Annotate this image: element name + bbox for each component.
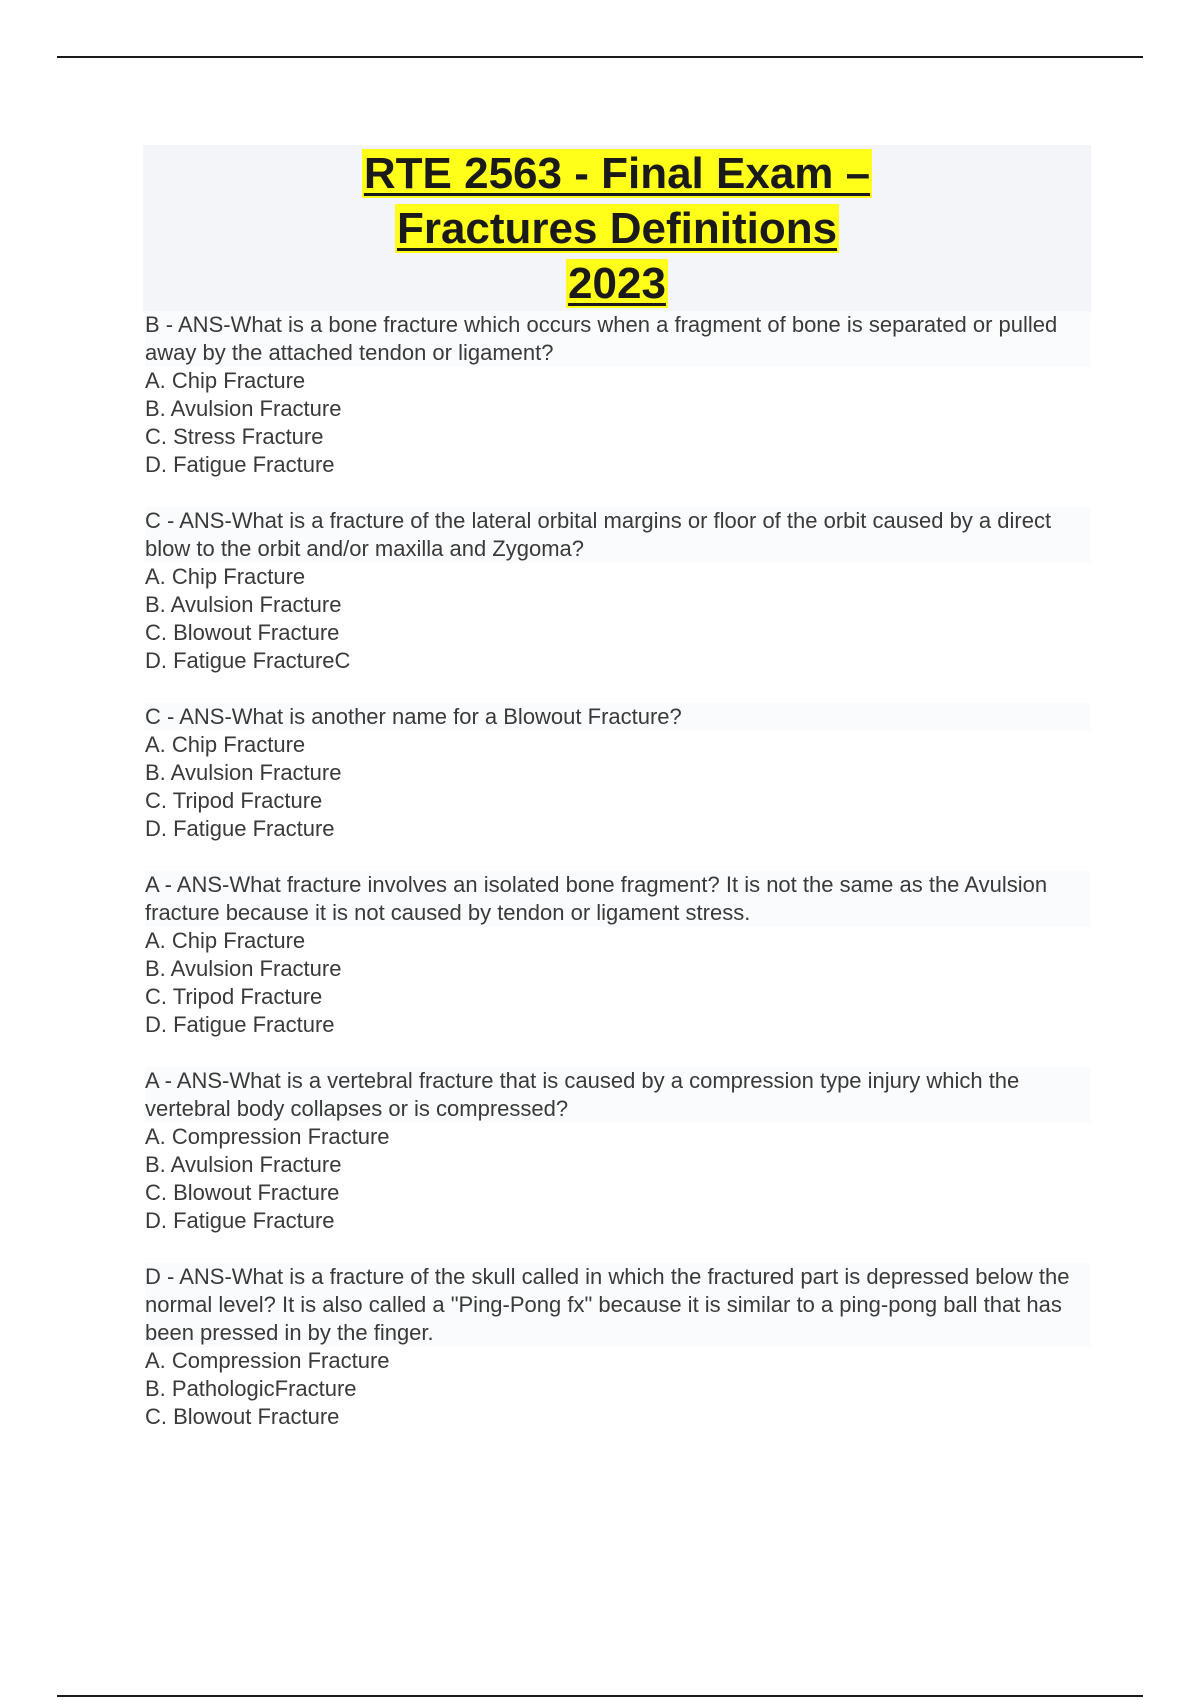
answer-option: B. Avulsion Fracture <box>145 760 342 785</box>
answer-option: C. Tripod Fracture <box>145 984 323 1009</box>
answer-option: C. Blowout Fracture <box>145 620 340 645</box>
answer-option: D. Fatigue Fracture <box>145 1012 335 1037</box>
answer-option: C. Tripod Fracture <box>145 788 323 813</box>
answer-option: A. Compression Fracture <box>145 1124 390 1149</box>
answer-option: A. Chip Fracture <box>145 368 306 393</box>
answer-options <box>145 927 1090 1039</box>
answer-option: D. Fatigue Fracture <box>145 816 335 841</box>
question-list <box>145 311 1090 1459</box>
answer-option: D. Fatigue Fracture <box>145 452 335 477</box>
answer-option: C. Blowout Fracture <box>145 1404 340 1429</box>
bottom-rule <box>57 1695 1143 1697</box>
answer-option: B. Avulsion Fracture <box>145 1152 342 1177</box>
question-block <box>145 871 1090 1039</box>
question-block <box>145 311 1090 479</box>
title-line-3: 2023 <box>568 259 666 308</box>
answer-options <box>145 1123 1090 1235</box>
answer-option: B. Avulsion Fracture <box>145 956 342 981</box>
question-text: D - ANS-What is a fracture of the skull called in which the fractured part is depressed below the normal level? It is also called a "Ping-Pong fx" because it is similar to a ping-pong ball that has been pressed in by the finger. <box>145 1263 1090 1347</box>
question-text: A - ANS-What is a vertebral fracture that is caused by a compression type injury which the vertebral body collapses or is compressed? <box>145 1067 1090 1123</box>
answer-option: A. Chip Fracture <box>145 564 306 589</box>
answer-options <box>145 367 1090 479</box>
answer-option: C. Blowout Fracture <box>145 1180 340 1205</box>
answer-option: C. Stress Fracture <box>145 424 324 449</box>
answer-option: D. Fatigue Fracture <box>145 1208 335 1233</box>
answer-options <box>145 1347 1090 1431</box>
answer-option: D. Fatigue FractureC <box>145 648 351 673</box>
question-text: C - ANS-What is another name for a Blowout Fracture? <box>145 703 1090 731</box>
answer-option: A. Chip Fracture <box>145 928 306 953</box>
question-block <box>145 507 1090 675</box>
question-text: C - ANS-What is a fracture of the lateral orbital margins or floor of the orbit caused by a direct blow to the orbit and/or maxilla and Zygoma? <box>145 507 1090 563</box>
answer-option: B. PathologicFracture <box>145 1376 357 1401</box>
answer-options <box>145 563 1090 675</box>
answer-option: B. Avulsion Fracture <box>145 396 342 421</box>
answer-option: B. Avulsion Fracture <box>145 592 342 617</box>
answer-option: A. Chip Fracture <box>145 732 306 757</box>
question-block <box>145 703 1090 843</box>
document-title <box>143 146 1091 311</box>
title-line-1: RTE 2563 - Final Exam – <box>363 149 871 198</box>
question-block <box>145 1067 1090 1235</box>
question-text: A - ANS-What fracture involves an isolated bone fragment? It is not the same as the Avulsion fracture because it is not caused by tendon or ligament stress. <box>145 871 1090 927</box>
answer-options <box>145 731 1090 843</box>
question-text: B - ANS-What is a bone fracture which occurs when a fragment of bone is separated or pulled away by the attached tendon or ligament? <box>145 311 1090 367</box>
question-block <box>145 1263 1090 1431</box>
answer-option: A. Compression Fracture <box>145 1348 390 1373</box>
top-rule <box>57 56 1143 58</box>
title-line-2: Fractures Definitions <box>396 204 838 253</box>
